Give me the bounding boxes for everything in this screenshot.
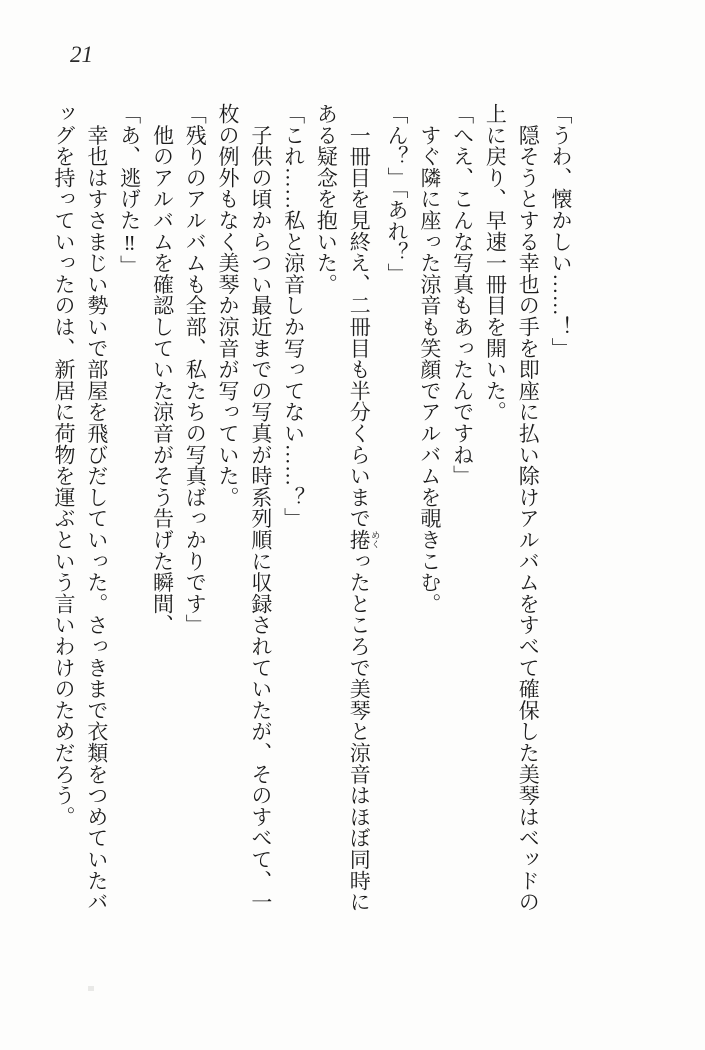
ruby-base: 捲 bbox=[347, 529, 372, 551]
text-line-16: ッグを持っていったのは、新居に荷物を運ぶという言いわけのためだろう。 bbox=[52, 103, 77, 828]
text-line-4: 「へえ、こんな写真もあったんですね」 bbox=[450, 103, 475, 487]
ruby-annotation bbox=[347, 529, 381, 551]
text-line-6: 「ん？」「あれ？」 bbox=[385, 103, 410, 285]
page-number: 21 bbox=[70, 42, 93, 67]
text-line-5: すぐ隣に座った涼音も笑顔でアルバムを覗きこむ。 bbox=[417, 103, 442, 615]
text-line-3: 上に戻り、早速一冊目を開いた。 bbox=[483, 103, 508, 423]
scan-artifact-dot bbox=[88, 986, 94, 991]
text-line-10: 子供の頃からつい最近までの写真が時系列順に収録されていたが、そのすべて、一 bbox=[248, 103, 273, 913]
text-line-13: 他のアルバムを確認していた涼音がそう告げた瞬間、 bbox=[150, 103, 175, 636]
text-line-12: 「残りのアルバムも全部、私たちの写真ばっかりです」 bbox=[183, 103, 208, 636]
text-line-1: 「うわ、懐かしい……！」 bbox=[549, 103, 573, 359]
text-segment: 一冊目を見終え、二冊目も半分くらいまで bbox=[347, 103, 372, 529]
text-line-9: 「これ……私と涼音しか写ってない……？」 bbox=[281, 103, 306, 529]
text-line-11: 枚の例外もなく美琴か涼音が写っていた。 bbox=[216, 103, 241, 508]
text-line-2: 隠そうとする幸也の手を即座に払い除けアルバムをすべて確保した美琴はベッドの bbox=[516, 103, 541, 913]
text-line-15: 幸也はすさまじい勢いで部屋を飛びだしていった。さっきまで衣類をつめていたバ bbox=[84, 103, 109, 913]
ruby-furigana: めく bbox=[370, 529, 381, 551]
text-block bbox=[47, 103, 577, 925]
text-line-14: 「あ、逃げた‼」 bbox=[117, 103, 142, 277]
text-segment: ったところで美琴と涼音はほぼ同時に bbox=[347, 550, 372, 913]
text-line-7 bbox=[342, 103, 380, 925]
text-line-8: ある疑念を抱いた。 bbox=[314, 103, 339, 295]
